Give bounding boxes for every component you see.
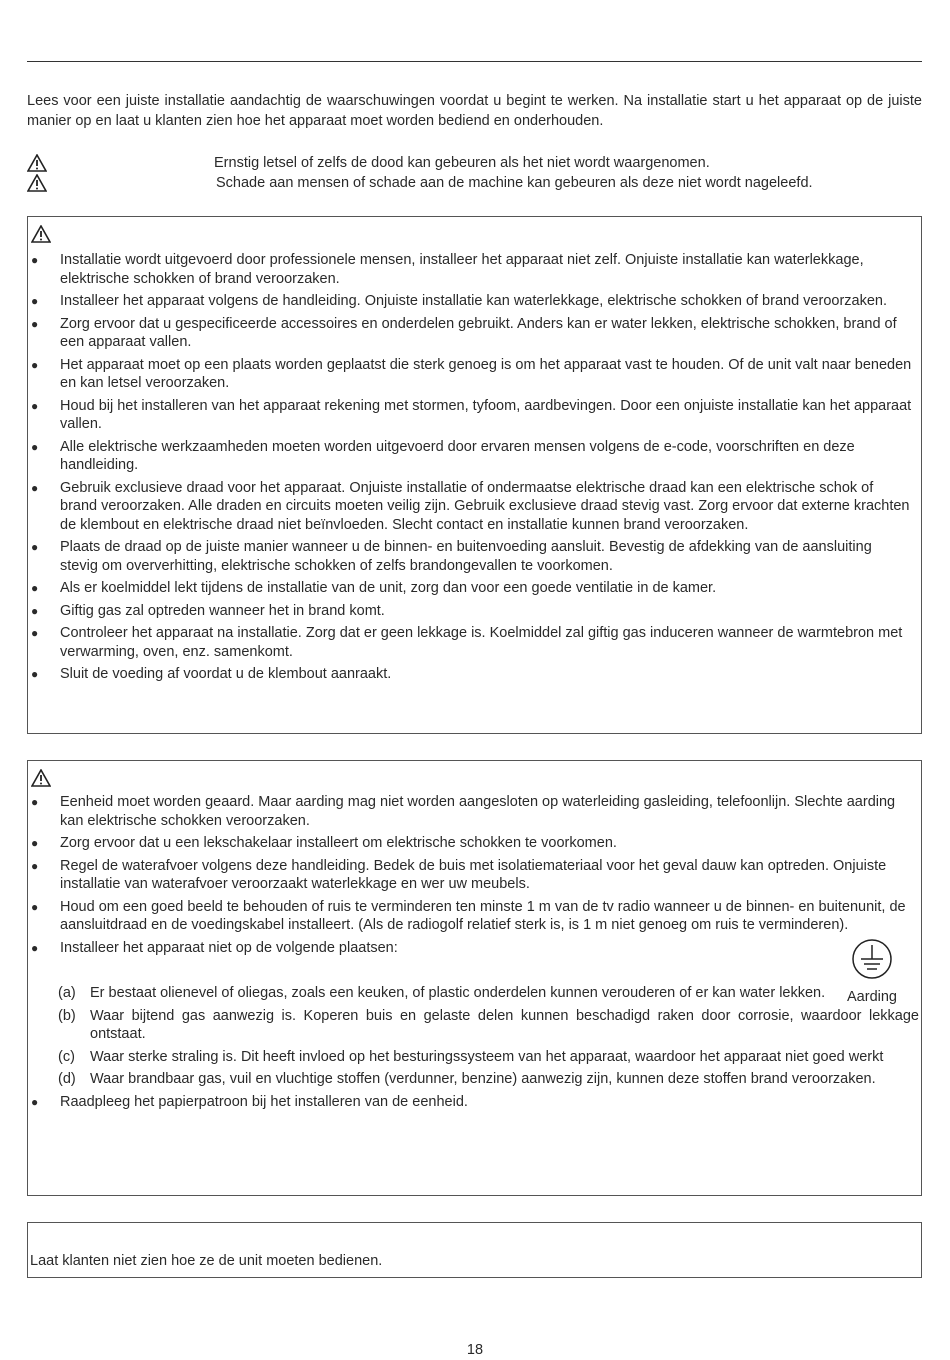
sub-item-label: (b) bbox=[58, 1007, 76, 1024]
sub-list-item: (c) Waar sterke straling is. Dit heeft invloed op het besturingssysteem van het apparaat, waardoor het apparaat niet goed werkt bbox=[58, 1048, 884, 1065]
bullet: ● bbox=[31, 940, 39, 955]
list-item: ● Gebruik exclusieve draad voor het apparaat. Onjuiste installatie of ondermaatse elektrische draad kan een elektrische schok of brand veroorzaken. Alle draden en circuits moeten veilig zijn. Gebruik exclusieve draad stevig vast. Zorg ervoor dat externe krachten de klembout en elektrische draad niet beïnvloeden. Slecht contact en installatie kunnen brand veroorzaken. bbox=[31, 479, 910, 533]
bullet: ● bbox=[31, 294, 39, 308]
bullet: ● bbox=[31, 316, 39, 331]
warning-list bbox=[28, 251, 913, 688]
list-item: ● Alle elektrische werkzaamheden moeten worden uitgevoerd door ervaren mensen volgens de e-code, voorschriften en deze handleiding. bbox=[31, 438, 855, 473]
bullet: ● bbox=[31, 667, 39, 681]
caution-list bbox=[28, 793, 921, 1115]
note-box bbox=[27, 1222, 922, 1278]
sub-list-item: (d) Waar brandbaar gas, vuil en vluchtige stoffen (verdunner, benzine) aanwezig zijn, kunnen deze stoffen brand veroorzaken. bbox=[58, 1071, 876, 1087]
earth-label: Aarding bbox=[847, 989, 897, 1005]
list-item: ● Zorg ervoor dat u een lekschakelaar installeert om elektrische schokken te voorkomen. bbox=[31, 835, 617, 851]
bullet: ● bbox=[31, 253, 39, 267]
sub-list-item: (b) Waar bijtend gas aanwezig is. Koperen buis en gelaste delen kunnen beschadigd raken door corrosie, waardoor lekkage ontstaat. bbox=[58, 1007, 919, 1042]
bullet: ● bbox=[31, 398, 39, 413]
bullet: ● bbox=[31, 603, 39, 618]
list-item: ● Controleer het apparaat na installatie. Zorg dat er geen lekkage is. Koelmiddel zal giftig gas induceren wanneer de warmtebron met verwarming, oven, enz. samenkomt. bbox=[31, 625, 903, 660]
sub-list-container bbox=[28, 984, 921, 1089]
bullet: ● bbox=[31, 836, 39, 850]
intro-paragraph: Lees voor een juiste installatie aandachtig de waarschuwingen voordat u begint te werken. Na installatie start u het apparaat op de juiste manier op en laat u klanten zien hoe het apparaat moet worden bediend en onderhouden. bbox=[27, 93, 922, 129]
bullet: ● bbox=[31, 1094, 39, 1109]
sub-list bbox=[28, 984, 921, 1089]
sub-item-label: (d) bbox=[58, 1071, 76, 1087]
list-item: ● Installeer het apparaat niet op de volgende plaatsen: bbox=[31, 939, 398, 956]
warning-triangle-icon bbox=[31, 225, 51, 248]
bullet: ● bbox=[31, 480, 39, 495]
bullet: ● bbox=[31, 357, 39, 372]
warning-box bbox=[27, 216, 922, 734]
list-item: ● Houd bij het installeren van het apparaat rekening met stormen, tyfoom, aardbevingen. Door een onjuiste installatie kan het apparaat vallen. bbox=[31, 397, 912, 432]
sub-item-label: (c) bbox=[58, 1048, 75, 1065]
list-item: ● Installeer het apparaat volgens de handleiding. Onjuiste installatie kan waterlekkage, elektrische schokken of brand veroorzaken. bbox=[31, 293, 887, 309]
bullet: ● bbox=[31, 581, 39, 595]
bullet: ● bbox=[31, 858, 39, 873]
list-item: ● Raadpleeg het papierpatroon bij het installeren van de eenheid. bbox=[31, 1093, 468, 1110]
sub-item-label: (a) bbox=[58, 985, 76, 1001]
legend-caution-text: Schade aan mensen of schade aan de machine kan gebeuren als deze niet wordt nageleefd. bbox=[216, 175, 813, 191]
bullet: ● bbox=[31, 795, 39, 809]
legend-danger-text: Ernstig letsel of zelfs de dood kan gebeuren als het niet wordt waargenomen. bbox=[214, 155, 710, 171]
bullet: ● bbox=[31, 439, 39, 454]
caution-box bbox=[27, 760, 922, 1196]
bullet: ● bbox=[31, 540, 39, 554]
bullet: ● bbox=[31, 899, 39, 914]
sub-list-item: (a) Er bestaat olienevel of oliegas, zoals een keuken, of plastic onderdelen kunnen verouderen of er kan water lekken. bbox=[58, 985, 826, 1001]
list-item: ● Giftig gas zal optreden wanneer het in brand komt. bbox=[31, 602, 385, 619]
list-item: ● Eenheid moet worden geaard. Maar aarding mag niet worden aangesloten op waterleiding gasleiding, telefoonlijn. Slechte aarding kan elektrische schokken veroorzaken. bbox=[31, 794, 896, 829]
list-item: ● Plaats de draad op de juiste manier wanneer u de binnen- en buitenvoeding aansluit. Bevestig de afdekking van de aansluiting stevig om oververhitting, elektrische schokken of zelfs brandongevallen te voorkomen. bbox=[31, 539, 872, 574]
list-item: ● Installatie wordt uitgevoerd door professionele mensen, installeer het apparaat niet zelf. Onjuiste installatie kan waterlekkage, elektrische schokken of brand veroorzaken. bbox=[31, 252, 864, 287]
list-item: ● Het apparaat moet op een plaats worden geplaatst die sterk genoeg is om het apparaat vast te houden. Of de unit valt naar beneden en kan letsel veroorzaken. bbox=[31, 356, 912, 391]
list-item: ● Regel de waterafvoer volgens deze handleiding. Bedek de buis met isolatiemateriaal voor het geval dauw kan optreden. Onjuiste installatie van waterafvoer veroorzaakt waterlekkage en wer uw meubels. bbox=[31, 857, 887, 892]
top-rule bbox=[27, 61, 922, 62]
bullet: ● bbox=[31, 626, 39, 640]
warning-triangle-icon bbox=[27, 174, 47, 198]
list-item: ● Als er koelmiddel lekt tijdens de installatie van de unit, zorg dan voor een goede ventilatie in de kamer. bbox=[31, 580, 717, 596]
legend-row-danger bbox=[27, 153, 922, 173]
note-text: Laat klanten niet zien hoe ze de unit moeten bedienen. bbox=[30, 1253, 383, 1269]
warning-triangle-icon bbox=[31, 769, 51, 792]
page-number: 18 bbox=[466, 1342, 484, 1358]
list-item: ● Houd om een goed beeld te behouden of ruis te verminderen ten minste 1 m van de tv radio wanneer u de binnen- en buitenunit, de aansluitdraad en de voedingskabel installeert. (Als de radiogolf relatief sterk is, is 1 m niet genoeg om ruis te verminderen). bbox=[31, 898, 906, 933]
list-item: ● Sluit de voeding af voordat u de klembout aanraakt. bbox=[31, 666, 392, 682]
list-item: ● Zorg ervoor dat u gespecificeerde accessoires en onderdelen gebruikt. Anders kan er water lekken, elektrische schokken, brand of een apparaat vallen. bbox=[31, 315, 897, 350]
legend-row-caution bbox=[27, 173, 922, 193]
